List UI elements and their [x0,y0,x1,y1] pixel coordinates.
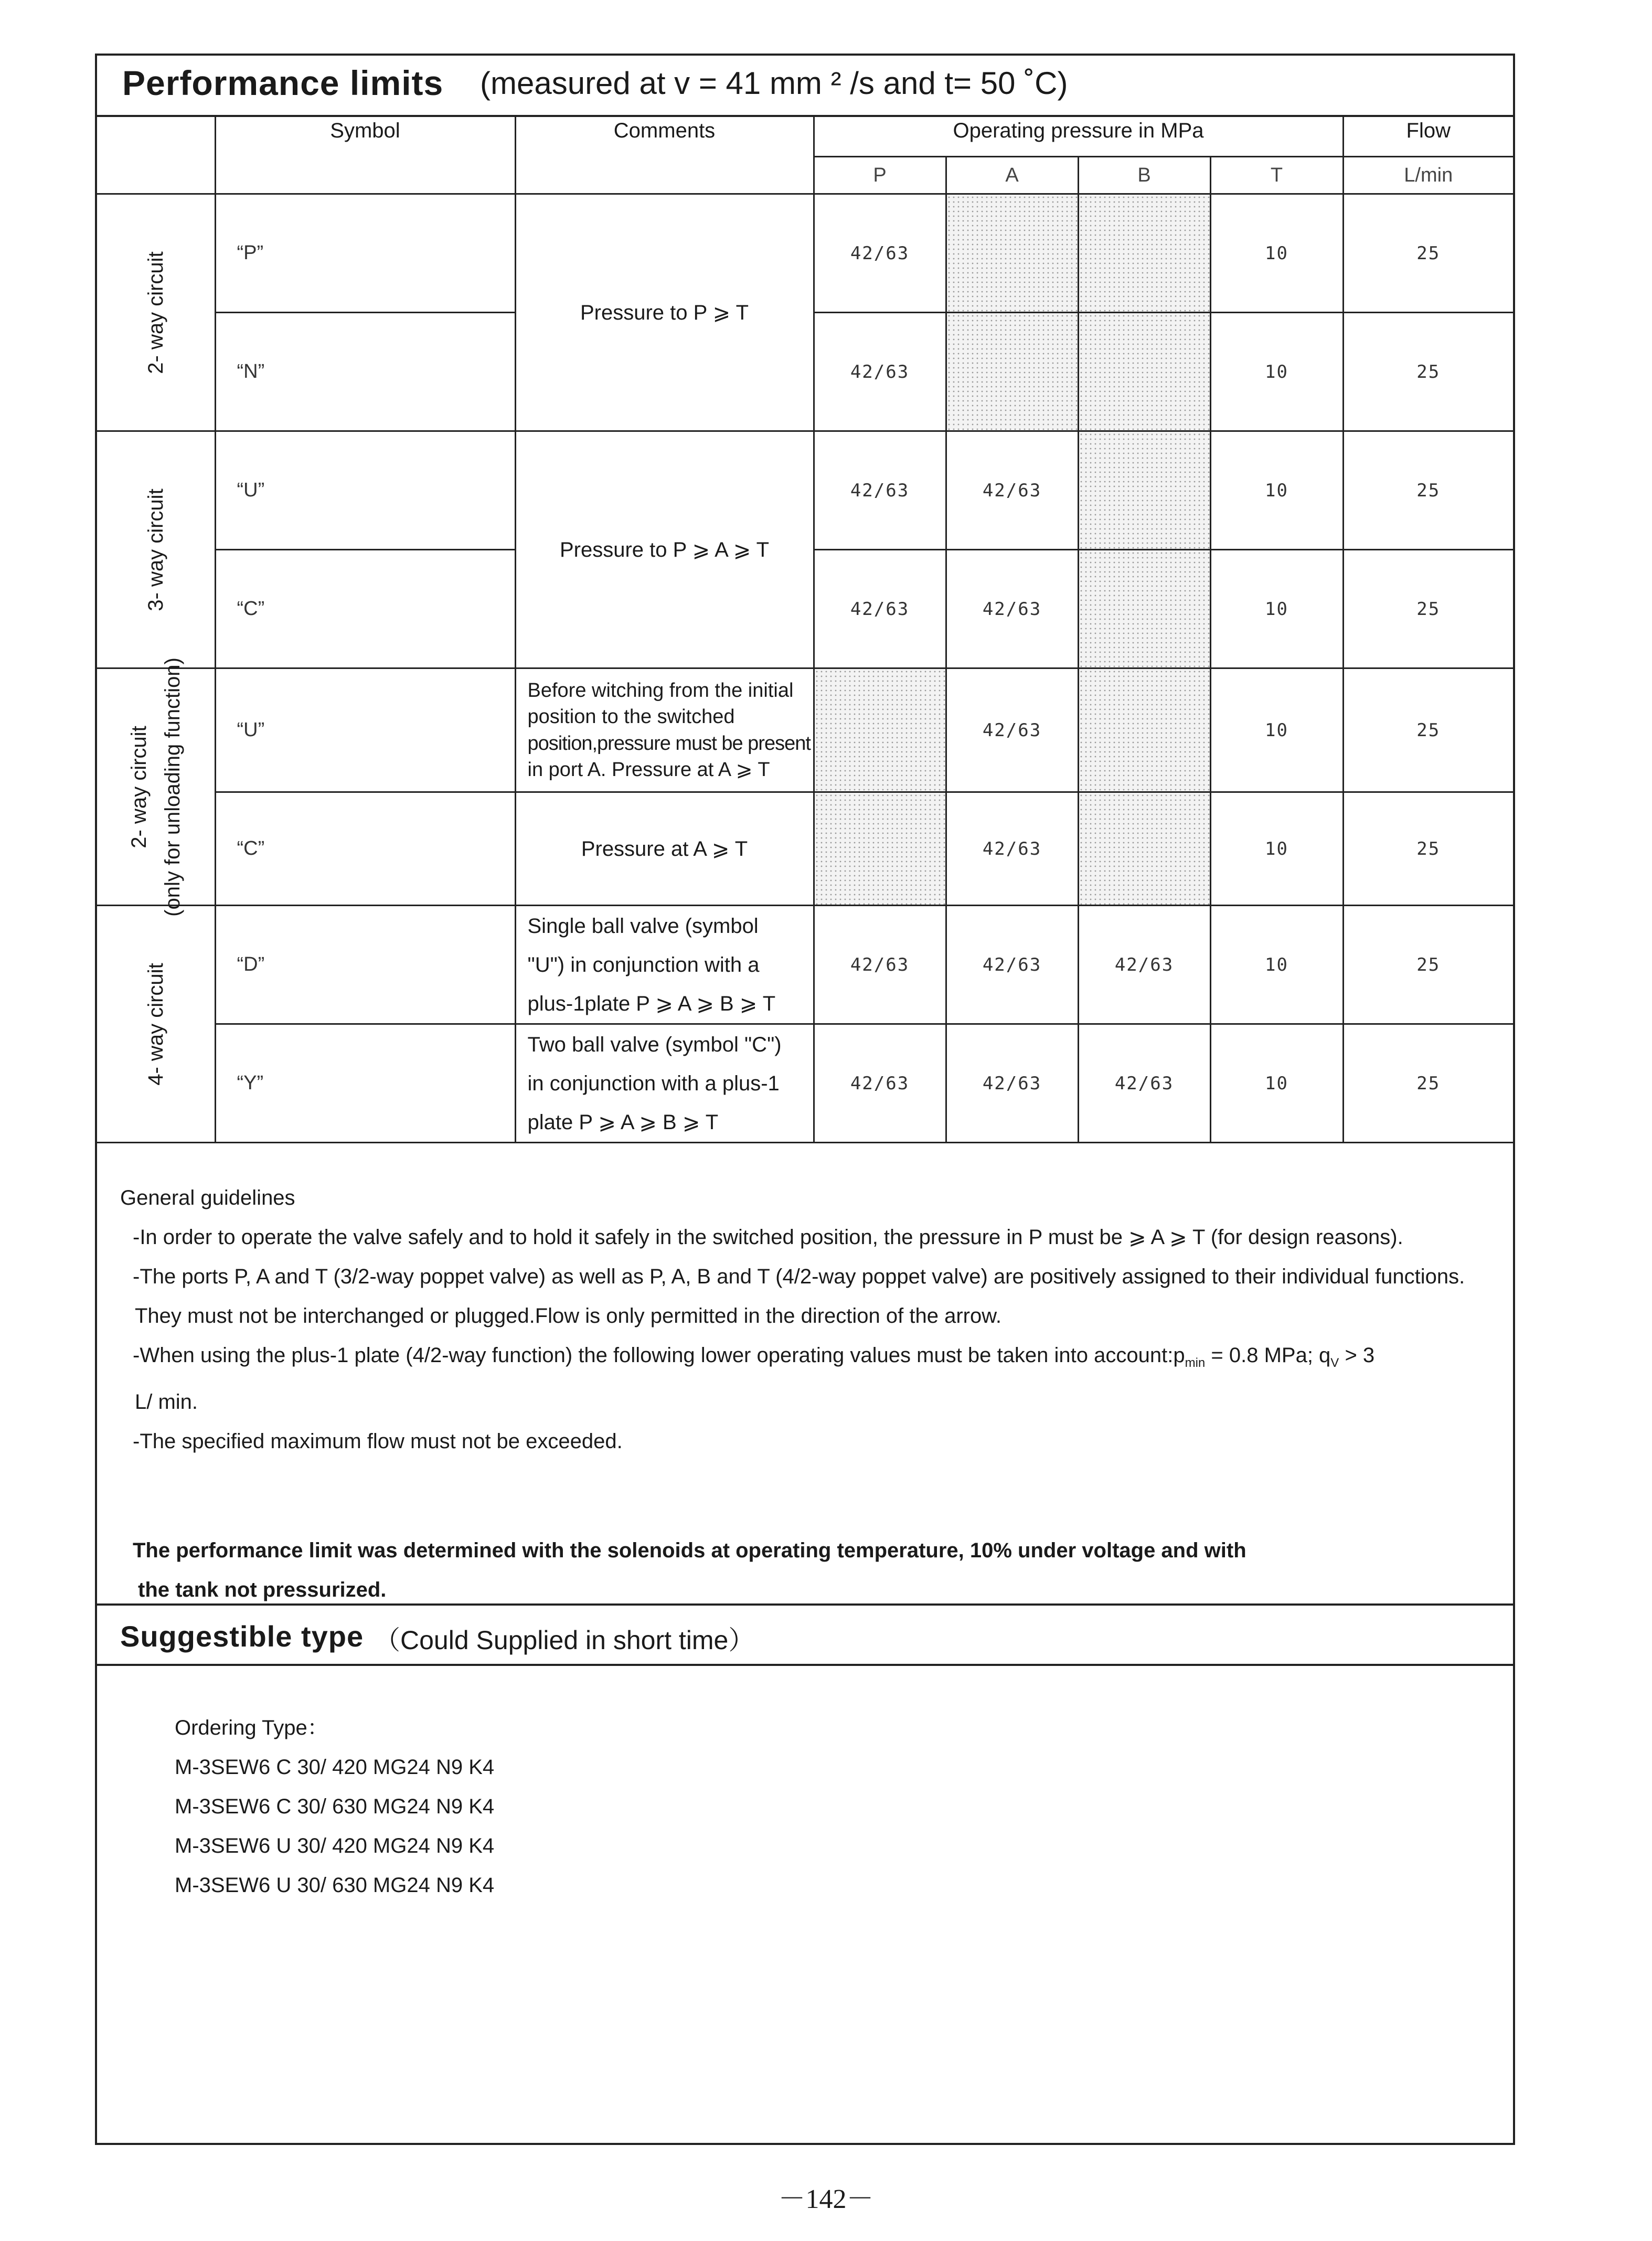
pressure-b-cell: 42/63 [1078,1024,1210,1143]
pressure-p-cell: 42/63 [814,550,946,668]
pressure-p-cell: 42/63 [814,313,946,431]
hatched-cell [1078,313,1210,431]
flow-cell: 25 [1343,550,1513,668]
flow-cell: 25 [1343,313,1513,431]
guideline-item: L/ min. [135,1390,198,1414]
hatched-cell [1078,194,1210,313]
performance-limits-table [97,115,1513,1143]
symbol-cell: “C” [215,550,515,668]
hatched-cell [1078,550,1210,668]
table-row [97,906,1513,1024]
performance-note: The performance limit was determined with the solenoids at operating temperature, 10% under voltage and with the tank not pressurized. [133,1539,1246,1601]
flow-unit-header: L/min [1343,157,1513,194]
group-label: 4- way circuit [144,962,167,1086]
symbol-cell: “Y” [215,1024,515,1143]
comment-cell: Before witching from the initial position to the switched position,pressure must be present in port A. Pressure at A ⩾ T [515,668,814,792]
group-3-way-circuit [97,431,215,668]
group-label: 3- way circuit [144,488,167,611]
general-guidelines [120,1178,1495,1461]
ordering-type-item: M-3SEW6 U 30/ 630 MG24 N9 K4 [175,1874,495,1897]
ordering-type-item: M-3SEW6 C 30/ 630 MG24 N9 K4 [175,1795,495,1818]
pressure-p-cell: 42/63 [814,906,946,1024]
comment-cell: Two ball valve (symbol "C") in conjunction with a plus-1 plate P ⩾ A ⩾ B ⩾ T [515,1024,814,1143]
comment-cell: Single ball valve (symbol "U") in conjunction with a plus-1plate P ⩾ A ⩾ B ⩾ T [515,906,814,1024]
pressure-a-cell: 42/63 [946,668,1078,792]
suggestible-type-title: Suggestible type [120,1620,364,1653]
pressure-a-cell: 42/63 [946,550,1078,668]
pressure-t-cell: 10 [1210,313,1343,431]
comment-cell: Pressure to P ⩾ T [515,194,814,431]
pressure-t-cell: 10 [1210,792,1343,906]
ordering-label: Ordering Type： [175,1716,328,1739]
comment-cell: Pressure at A ⩾ T [515,792,814,906]
guideline-item: They must not be interchanged or plugged.Flow is only permitted in the direction of the arrow. [135,1304,1002,1327]
flow-cell: 25 [1343,668,1513,792]
table-row [97,431,1513,550]
flow-cell: 25 [1343,906,1513,1024]
group-2-way-unloading [97,657,215,917]
comment-cell: Pressure to P ⩾ A ⩾ T [515,431,814,668]
table-row [97,668,1513,792]
performance-limits-header [97,56,1513,117]
guideline-item: -The ports P, A and T (3/2-way poppet valve) as well as P, A, B and T (4/2-way poppet valve) are positively assigned to their individual functions. [133,1265,1465,1288]
hatched-cell [1078,431,1210,550]
hatched-cell [814,792,946,906]
pressure-b-cell: 42/63 [1078,906,1210,1024]
pressure-t-cell: 10 [1210,550,1343,668]
ordering-type-item: M-3SEW6 C 30/ 420 MG24 N9 K4 [175,1756,495,1779]
pressure-a-cell: 42/63 [946,906,1078,1024]
pressure-t-cell: 10 [1210,1024,1343,1143]
measurement-conditions: (measured at v = 41 mm ² /s and t= 50 ˚C) [480,66,1068,101]
symbol-cell: “C” [215,792,515,906]
pressure-a-cell: 42/63 [946,792,1078,906]
port-t-header: T [1210,157,1343,194]
symbol-cell: “U” [215,431,515,550]
symbol-cell: “P” [215,194,515,313]
pressure-t-cell: 10 [1210,906,1343,1024]
port-p-header: P [814,157,946,194]
page-frame [95,54,1515,2145]
port-b-header: B [1078,157,1210,194]
symbol-header: Symbol [215,115,515,194]
flow-cell: 25 [1343,792,1513,906]
ordering-types [175,1708,494,1905]
flow-cell: 25 [1343,194,1513,313]
hatched-cell [946,194,1078,313]
pressure-t-cell: 10 [1210,194,1343,313]
page-number: －142－ [778,2184,874,2214]
suggestible-type-header [97,1603,1513,1666]
table-row [97,1024,1513,1143]
flow-cell: 25 [1343,431,1513,550]
pressure-a-cell: 42/63 [946,431,1078,550]
performance-limits-title: Performance limits [122,63,444,102]
flow-cell: 25 [1343,1024,1513,1143]
hatched-cell [814,668,946,792]
pressure-p-cell: 42/63 [814,194,946,313]
group-label: 2- way circuit [144,251,167,374]
table-row [97,194,1513,313]
table-row [97,792,1513,906]
guidelines-heading: General guidelines [120,1186,295,1209]
group-label: 2- way circuit (only for unloading function) [127,657,184,917]
group-header-cell [97,115,215,194]
suggestible-type-subtitle: （Could Supplied in short time） [374,1626,755,1655]
pressure-a-cell: 42/63 [946,1024,1078,1143]
symbol-cell: “D” [215,906,515,1024]
port-a-header: A [946,157,1078,194]
symbol-cell: “U” [215,668,515,792]
guideline-item: -The specified maximum flow must not be exceeded. [133,1430,623,1453]
symbol-cell: “N” [215,313,515,431]
pressure-p-cell: 42/63 [814,1024,946,1143]
pressure-t-cell: 10 [1210,668,1343,792]
group-2-way-circuit [97,194,215,431]
operating-pressure-header: Operating pressure in MPa [814,115,1343,157]
pressure-p-cell: 42/63 [814,431,946,550]
hatched-cell [1078,792,1210,906]
guideline-item: -When using the plus-1 plate (4/2-way function) the following lower operating values must be taken into $account:p_{min} = 0.8$ MPa; $q_V > 3$ [133,1344,1375,1370]
group-4-way-circuit [97,906,215,1143]
ordering-type-item: M-3SEW6 U 30/ 420 MG24 N9 K4 [175,1834,495,1857]
hatched-cell [946,313,1078,431]
pressure-t-cell: 10 [1210,431,1343,550]
hatched-cell [1078,668,1210,792]
comments-header: Comments [515,115,814,194]
guideline-item: -In order to operate the valve safely and to hold it safely in the switched position, the pressure in P must be ⩾ A ⩾ T (for design reasons). [133,1226,1403,1249]
flow-header: Flow [1343,115,1513,157]
